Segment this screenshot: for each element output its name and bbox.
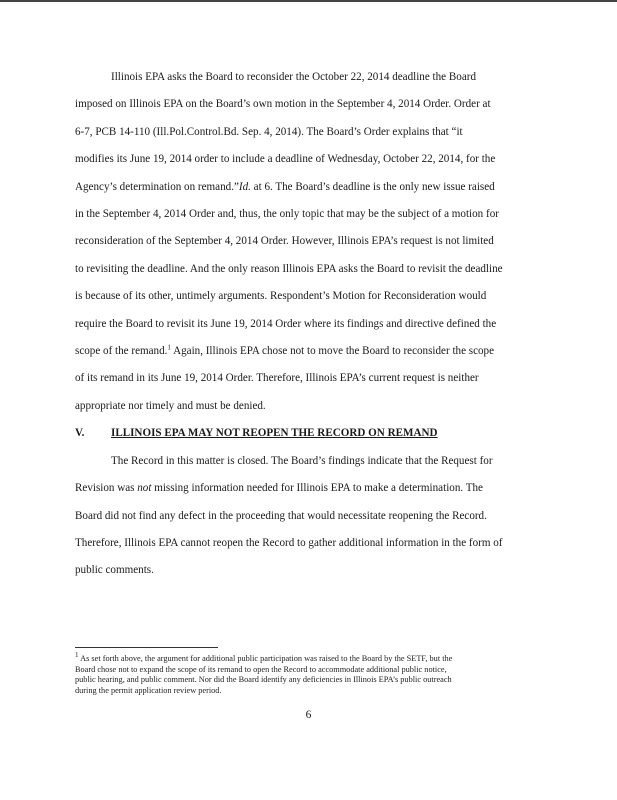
footnote-line: during the permit application review period. bbox=[75, 685, 222, 695]
footnote-marker: 1 bbox=[75, 651, 79, 660]
text-line: scope of the remand.$^1$ Again, Illinois EPA chose not to move the Board to reconsider the scope bbox=[75, 343, 495, 358]
text-line: Agency’s determination on remand.”Id. at 6. The Board’s deadline is the only new issue raised bbox=[75, 180, 495, 193]
text-line: is because of its other, untimely arguments. Respondent’s Motion for Reconsideration would bbox=[75, 290, 487, 303]
text-line: 6-7, PCB 14-110 (Ill.Pol.Control.Bd. Sep. 4, 2014). The Board’s Order explains that “it bbox=[75, 125, 463, 138]
text-line: modifies its June 19, 2014 order to include a deadline of Wednesday, October 22, 2014, for the bbox=[75, 153, 496, 166]
text-line: of its remand in its June 19, 2014 Order. Therefore, Illinois EPA’s current request is neither bbox=[75, 372, 479, 385]
text-line: The Record in this matter is closed. The Board’s findings indicate that the Request for bbox=[111, 454, 493, 467]
section-title: ILLINOIS EPA MAY NOT REOPEN THE RECORD ON REMAND bbox=[111, 427, 438, 440]
footnote-line: public hearing, and public comment. Nor did the Board identify any deficiencies in Illinois EPA’s public outreach bbox=[75, 675, 452, 685]
text-line: require the Board to revisit its June 19, 2014 Order where its findings and directive defined the bbox=[75, 317, 497, 330]
text-line: public comments. bbox=[75, 564, 154, 577]
section-number: V. bbox=[75, 427, 85, 440]
text-line: Board did not find any defect in the proceeding that would necessitate reopening the Record. bbox=[75, 509, 487, 522]
footnote-reference[interactable]: 1 bbox=[167, 343, 171, 352]
page-number: 6 bbox=[305, 709, 312, 721]
footnote-separator bbox=[75, 647, 218, 648]
body-text bbox=[75, 64, 545, 585]
emphasis-not: not bbox=[137, 482, 152, 495]
text-line: in the September 4, 2014 Order and, thus, the only topic that may be the subject of a motion for bbox=[75, 208, 499, 221]
paragraph-record-closed bbox=[75, 448, 545, 585]
footnote-line: Board chose not to expand the scope of its remand to open the Record to accommodate additional public notice, bbox=[75, 664, 447, 674]
text-line: Therefore, Illinois EPA cannot reopen the Record to gather additional information in the form of bbox=[75, 536, 503, 549]
scan-top-edge bbox=[0, 0, 617, 2]
text-line: Illinois EPA asks the Board to reconsider the October 22, 2014 deadline the Board bbox=[111, 71, 476, 83]
footnote bbox=[75, 651, 545, 696]
text-line: reconsideration of the September 4, 2014 Order. However, Illinois EPA’s request is not limited bbox=[75, 235, 494, 248]
text-line: to revisiting the deadline. And the only reason Illinois EPA asks the Board to revisit the deadline bbox=[75, 262, 503, 275]
section-heading bbox=[75, 420, 545, 447]
text-line: imposed on Illinois EPA on the Board’s own motion in the September 4, 2014 Order. Order at bbox=[75, 98, 491, 111]
paragraph-reconsider-deadline bbox=[75, 64, 545, 420]
text-line: appropriate nor timely and must be denied. bbox=[75, 399, 266, 412]
footnote-line: $^1$ As set forth above, the argument for additional public participation was raised to the Board by the SETF, but the bbox=[75, 651, 453, 663]
id-citation: Id. bbox=[238, 180, 251, 193]
text-line: Revision was not missing information needed for Illinois EPA to make a determination. The bbox=[75, 482, 483, 495]
